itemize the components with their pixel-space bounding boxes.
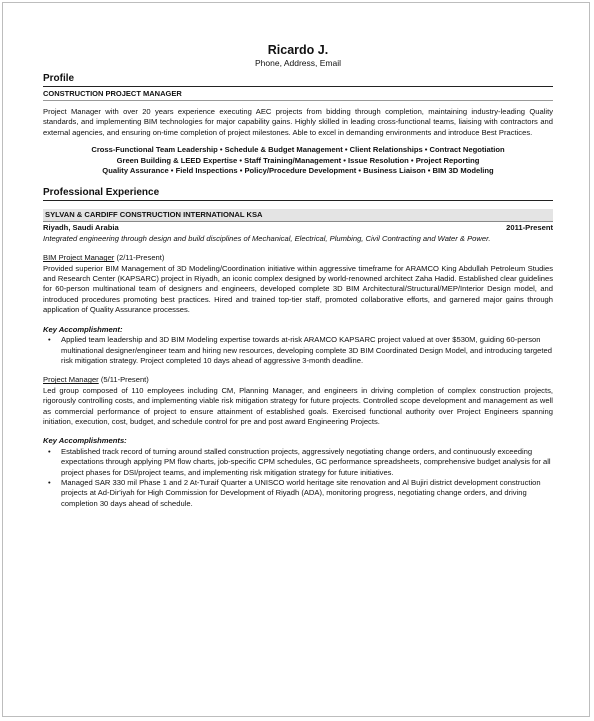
accomplishment-list: [43, 335, 553, 366]
resume-page: [2, 2, 590, 717]
resume-content: [43, 43, 553, 509]
experience-heading: Professional Experience: [43, 186, 553, 201]
company-location-row: [43, 223, 553, 233]
company-name: SYLVAN & CARDIFF CONSTRUCTION INTERNATIONAL KSA: [43, 209, 553, 222]
key-accomplishment-heading: Key Accomplishments:: [43, 436, 127, 446]
role-title: Project Manager: [43, 375, 99, 385]
accomplishment-list: [43, 447, 553, 509]
profile-heading: Profile: [43, 72, 553, 87]
role-period: (5/11-Present): [98, 375, 149, 385]
profile-summary: Project Manager with over 20 years experience executing AEC projects from bidding through completion, maintaining industry-leading Quality standards, and implementing BIM technologies for major capability gains. Highly skilled in leading cross-functional teams, liaising with contractors and external agencies, and ensuring on-time completion of project milestones. Able to excel in demanding environments and introduce Best Practices.: [43, 107, 553, 137]
company-location: Riyadh, Saudi Arabia: [43, 223, 119, 233]
skills-block: [43, 145, 553, 176]
accomplishment-item: • Managed SAR 330 mil Phase 1 and 2 At-Turaif Quarter a UNISCO world heritage site renovation and Al Bujiri district development construction projects at Ad-Dir'iyah for High Commission for Development of Riyadh (ADA), monitoring progress, negotiating change orders, and driving completion 30 days ahead of schedule.: [61, 478, 553, 509]
key-accomplishment-heading: Key Accomplishment:: [43, 324, 123, 334]
candidate-name: Ricardo J.: [267, 43, 329, 57]
skills-line: Cross-Functional Team Leadership • Schedule & Budget Management • Client Relationships • Contract Negotiation: [91, 145, 505, 155]
role-title: BIM Project Manager: [43, 253, 115, 263]
role-period: (2/11-Present): [114, 253, 165, 263]
accomplishment-item: • Established track record of turning around stalled construction projects, aggressively negotiating change orders, and continuously exceeding expectations through applying PM flow charts, job-specific CPM schedules, GC performance spreadsheets, comprehensive budget analysis for all project phases for DSI/project teams, and implementing risk mitigation strategy for future initiatives.: [61, 447, 553, 478]
role-heading: [43, 253, 553, 263]
contact-info: Phone, Address, Email: [255, 58, 341, 68]
profile-subheading: CONSTRUCTION PROJECT MANAGER: [43, 89, 553, 101]
accomplishment-item: • Applied team leadership and 3D BIM Modeling expertise towards at-risk ARAMCO KAPSARC project valued at over $530M, guiding 60-person multinational designer/engineer team and hiring new resources, developing complete 3D BIM Coordinated Design Model, and introducing targeted risk mitigation strategy. Project completed 10 days ahead of aggressive 3-month deadline.: [61, 335, 553, 366]
role-description: Led group composed of 110 employees including CM, Planning Manager, and engineers in driving completion of complex construction projects, rigorously controlling costs, and implementing viable risk mitigation strategy for future projects. Controlled scope development and management as well as commercial performance of project to ensure attainment of established goals. Exercised functional authority over Project Engineers spanning initiation, execution, cost, budget, and schedule control for pre and post award Engineering Projects.: [43, 385, 553, 426]
skills-line: Quality Assurance • Field Inspections • Policy/Procedure Development • Business Liaison • BIM 3D Modeling: [102, 166, 494, 176]
role-description: Provided superior BIM Management of 3D Modeling/Coordination initiative within aggressive timeframe for ARAMCO King Abdullah Petroleum Studies and Research Center (KAPSARC) project in Riyadh, an iconic complex designed by world-renowned architect Zaha Hadid. Established clear guidelines for 60-person multinational team of designers and engineers, developed complete 3D BIM Architectural/Structural/MEP/Interior Design model, and introduced procedures promoting best practices. Hired and trained top-tier staff, promoted collaborative efforts, and garnered major gains through application of Quality Assurance processes.: [43, 263, 553, 315]
skills-line: Green Building & LEED Expertise • Staff Training/Management • Issue Resolution • Project Reporting: [116, 155, 480, 165]
role-heading: [43, 375, 553, 385]
company-dates: 2011-Present: [506, 223, 553, 233]
company-description: Integrated engineering through design and build disciplines of Mechanical, Electrical, Plumbing, Civil Contracting and Water & Power.: [43, 233, 491, 243]
